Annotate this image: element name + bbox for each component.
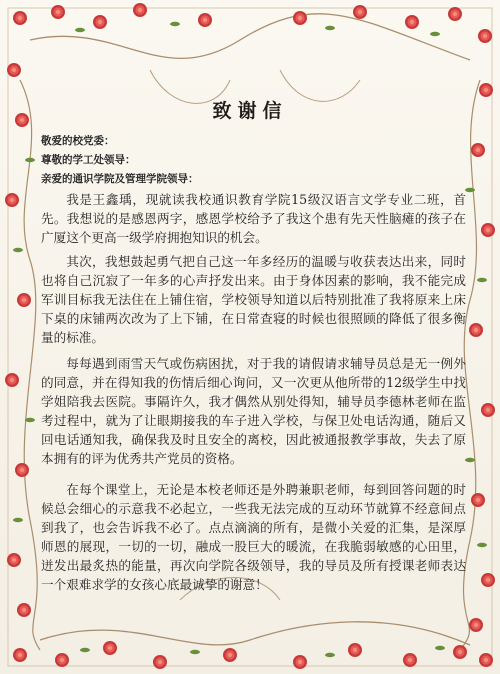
letter-title: 致谢信	[212, 100, 288, 122]
letter-paragraph: 在每个课堂上，无论是本校老师还是外聘兼职老师，每到回答问题的时候总会细心的示意我不必起立，一些我无法完成的互动环节就算不经意间点到我了，也会告诉我不必了。点点滴滴的所有，是微小关爱的汇集，是深厚师恩的展现，一切的一切，融成一股巨大的暖流，在我脆弱敏感的心田里，迸发出最炙热的能量，再次向学院各级领导，我的导员及所有授课老师表达一个艰难求学的女孩心底最诚挚的谢意！	[41, 482, 466, 592]
letter-paragraph: 其次，我想鼓起勇气把自己这一年多经历的温暖与收获表达出来，同时也将自己沉寂了一年多的心声抒发出来。由于身体因素的影响，我不能完成军训目标我无法住在上铺住宿，学校领导知道以后特别批准了我将原来上床下桌的床铺两次改为了上下铺，在日常查寝的时候也很照顾的降低了很多衡量的标准。	[41, 254, 466, 345]
salutation-college-leaders: 亲爱的通识学院及管理学院领导：	[41, 173, 199, 185]
letter-paragraph: 我是王鑫瑀，现就读我校通识教育学院15级汉语言文学专业二班，首先。我想说的是感恩两字，感恩学校给予了我这个患有先天性脑瘫的孩子在广厦这个更高一级学府拥抱知识的机会。	[41, 192, 466, 245]
salutation-party-committee: 敬爱的校党委：	[41, 135, 115, 147]
letter-paragraph: 每每遇到雨雪天气或伤病困扰，对于我的请假请求辅导员总是无一例外的同意，并在得知我的伤情后细心询问，又一次更从他所带的12级学生中找学姐陪我去医院。事隔许久，我才偶然从别处得知，辅导员李德林老师在监考过程中，就为了让眼期接我的车子进入学校，与保卫处电话沟通，随后又回电话通知我，确保我及时且安全的离校，因此被通报教学事故，失去了原本拥有的评为优秀共产党员的资格。	[41, 356, 466, 466]
salutation-student-affairs: 尊敬的学工处领导：	[41, 154, 136, 166]
